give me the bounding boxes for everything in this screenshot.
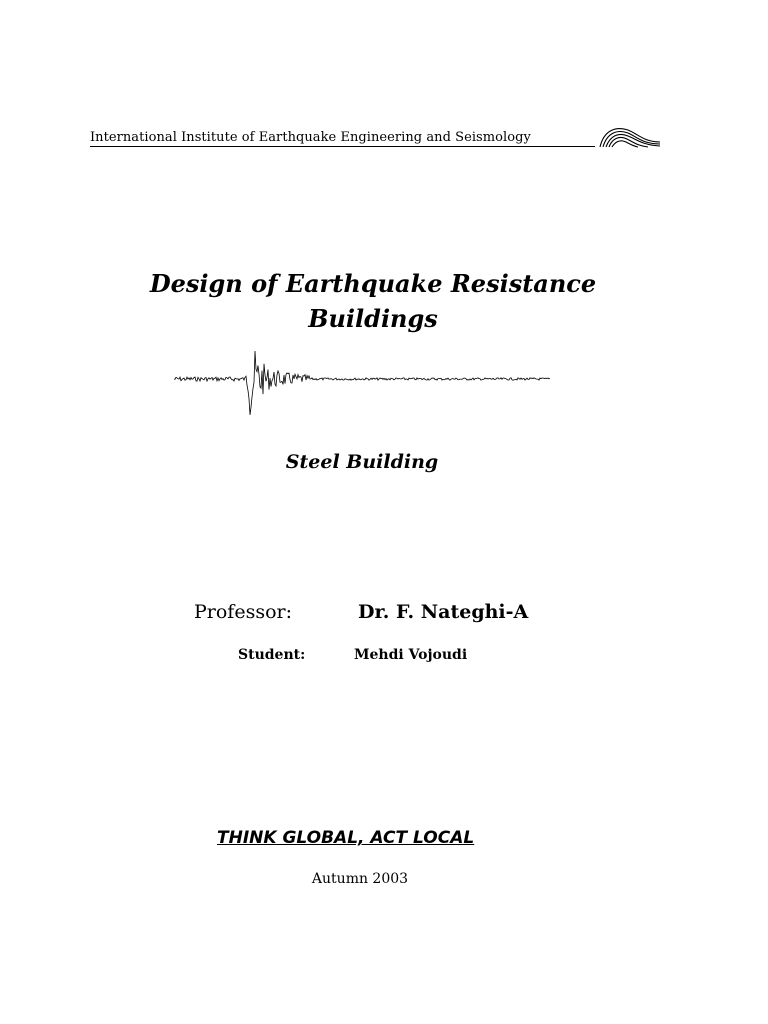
document-title [100, 266, 646, 336]
institute-header [90, 124, 670, 154]
header-underline [90, 146, 595, 147]
wave-arc-logo-icon [598, 124, 662, 148]
institute-name: International Institute of Earthquake Engineering and Seismology [90, 130, 531, 145]
student-label: Student: [238, 647, 306, 663]
publication-date: Autumn 2003 [311, 871, 409, 887]
motto: THINK GLOBAL, ACT LOCAL [217, 828, 475, 848]
seismogram-graphic [170, 330, 554, 430]
document-subtitle: Steel Building [285, 451, 439, 473]
student-name: Mehdi Vojoudi [354, 647, 468, 663]
title-line-1: Design of Earthquake Resistance [149, 269, 597, 298]
professor-label: Professor: [194, 601, 293, 623]
title-line-2: Buildings [308, 304, 438, 333]
professor-name: Dr. F. Nateghi-A [358, 601, 529, 623]
